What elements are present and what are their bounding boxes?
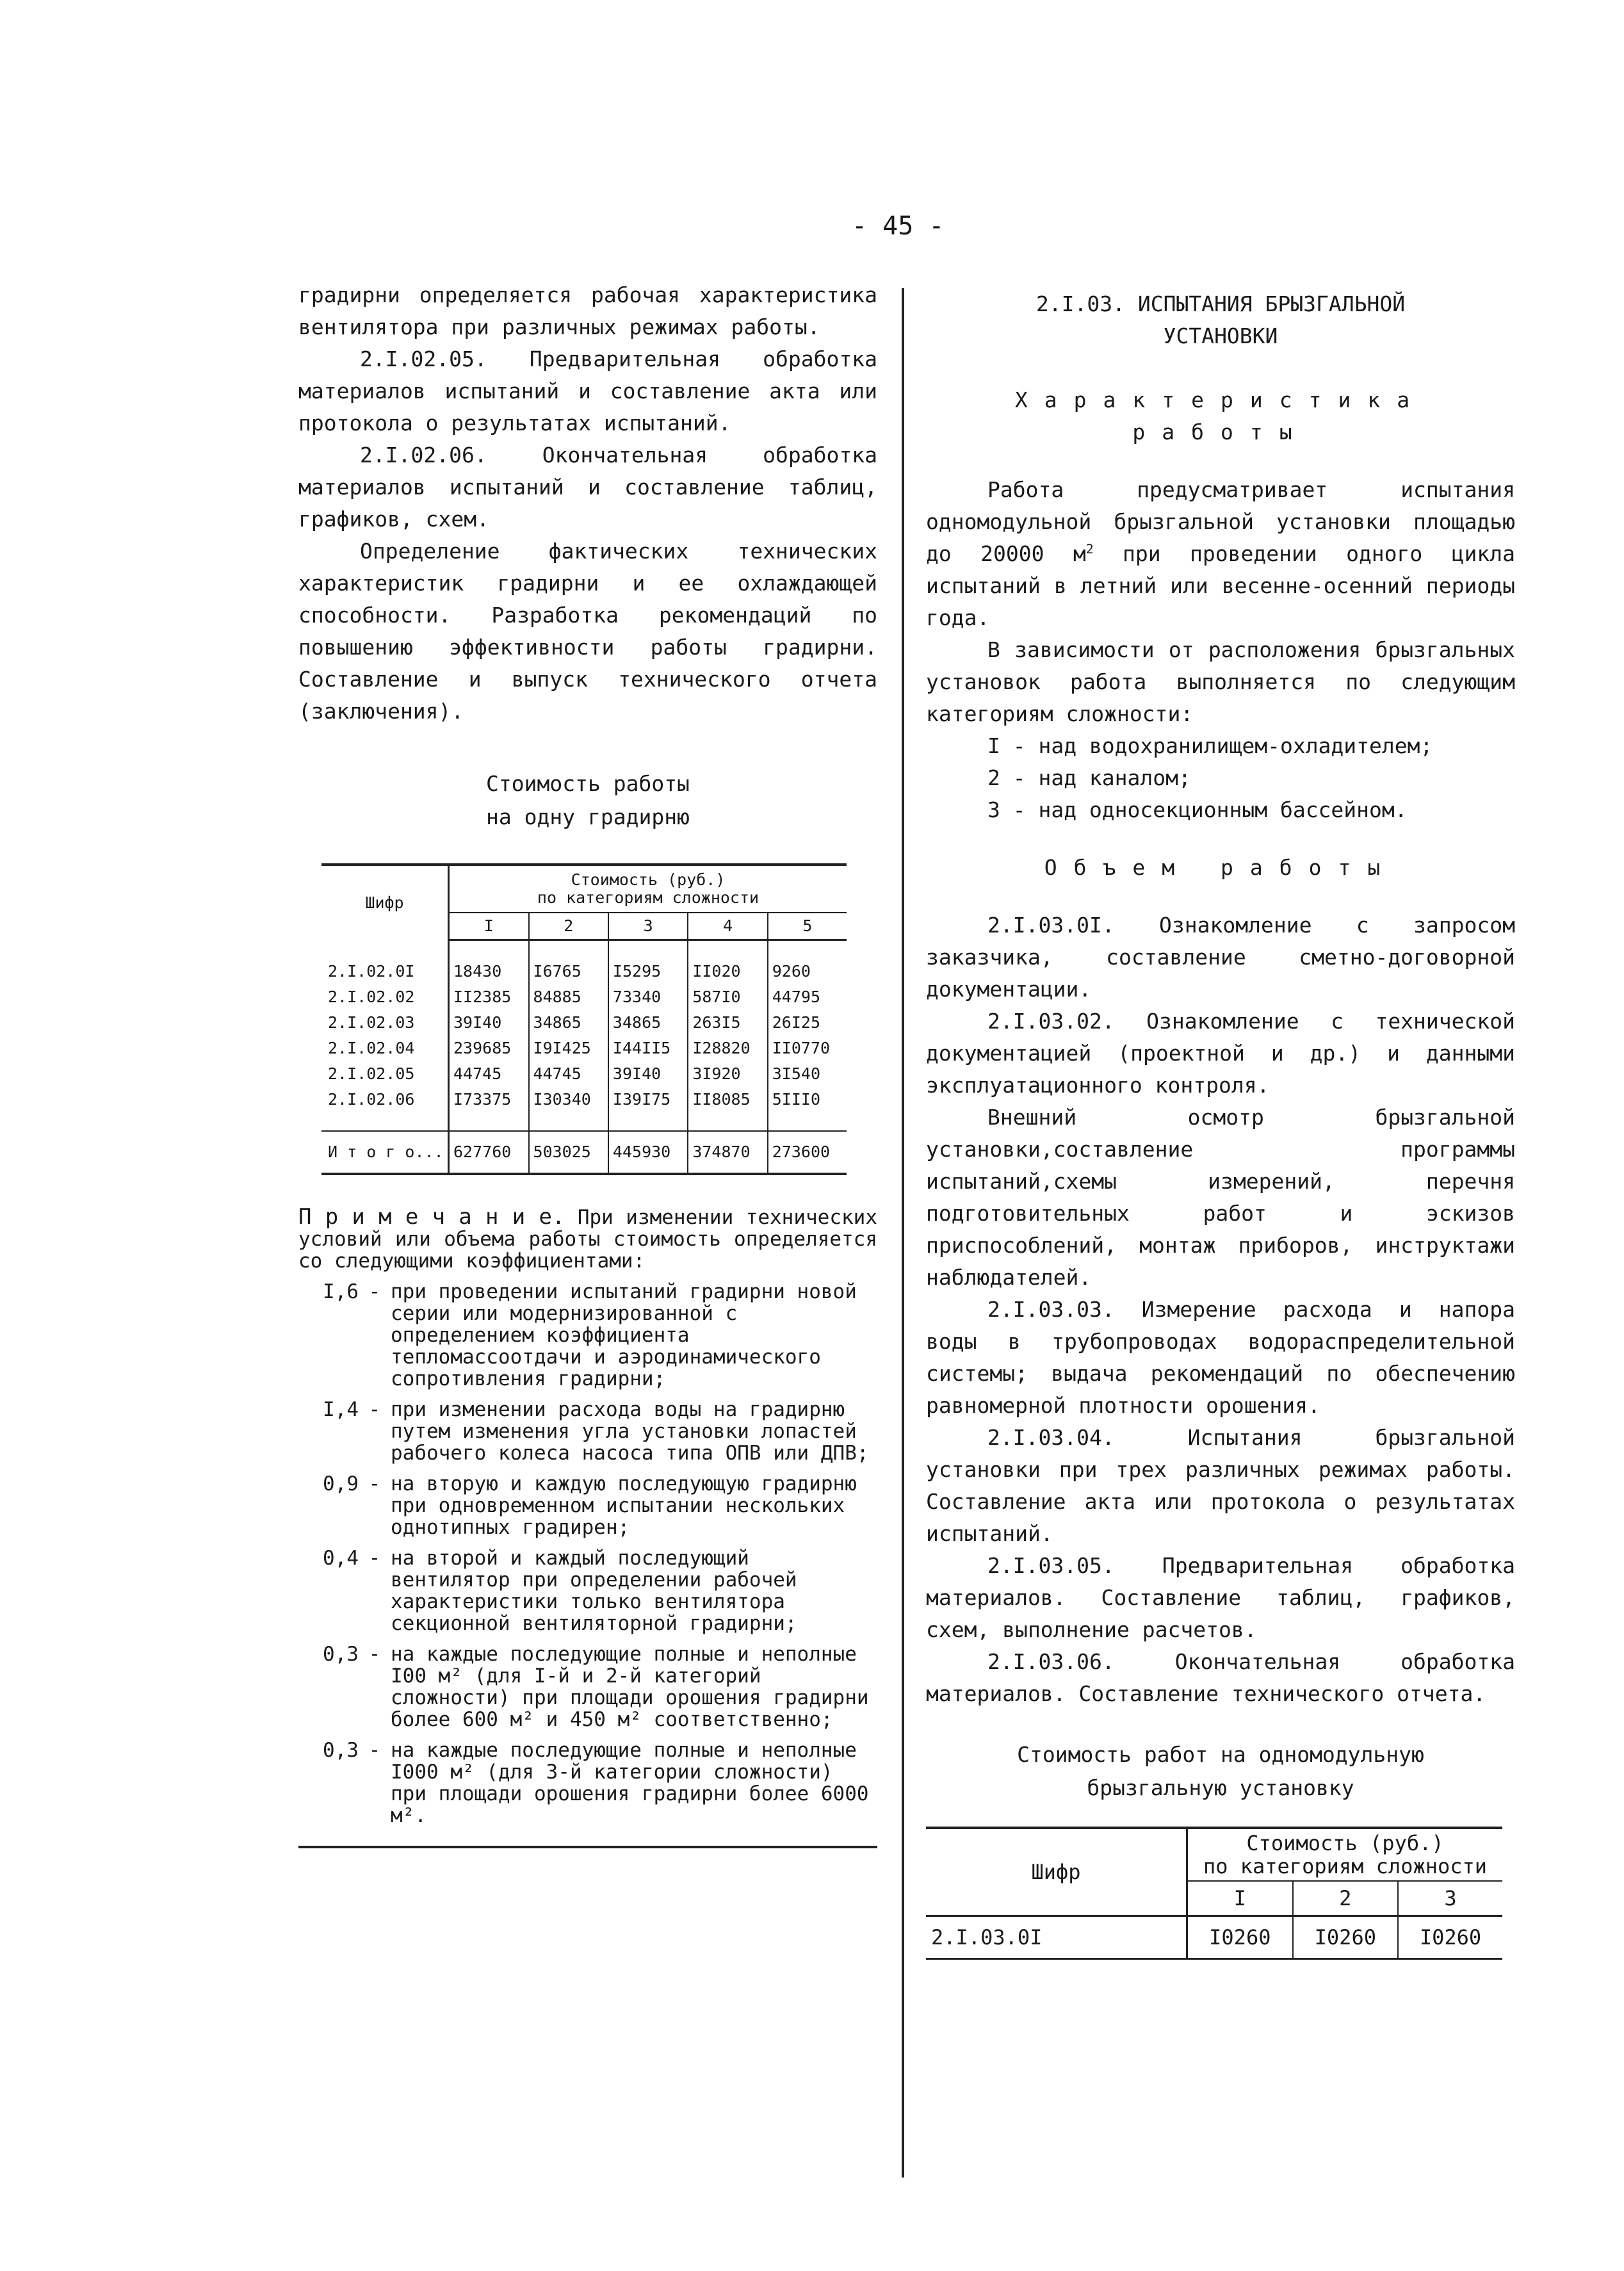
- text-run: при проведении одного цикла испытаний в летний или весенне-осенний периоды года.: [926, 541, 1515, 630]
- header-line: Стоимость (руб.): [1246, 1831, 1444, 1855]
- cell: 44745: [529, 1061, 608, 1087]
- cell: I5295: [608, 959, 688, 984]
- cell: 84885: [529, 984, 608, 1010]
- coefficient-text: на каждые последующие полные и неполные I00 м² (для I-й и 2-й категорий сложности) при площади орошения градирни более 600 м² и 450 м² соответственно;: [391, 1643, 869, 1731]
- table-total-row: [321, 1131, 847, 1174]
- superscript: 2: [1085, 542, 1094, 557]
- column-header: 5: [768, 913, 847, 940]
- subheading-volume: Объем работы: [1044, 855, 1397, 880]
- header-line: по категориям сложности: [1203, 1854, 1488, 1878]
- caption-line: Стоимость работ на одномодульную: [1017, 1742, 1424, 1767]
- cell: 39I40: [449, 1010, 529, 1036]
- cell: 5III0: [768, 1087, 847, 1112]
- cell: 587I0: [688, 984, 767, 1010]
- note-text: [298, 1206, 877, 1272]
- cell: 34865: [608, 1010, 688, 1036]
- row-code: 2.I.02.04: [328, 1039, 415, 1057]
- cell: I0260: [1187, 1916, 1293, 1959]
- table-caption: [926, 1738, 1515, 1805]
- cell: 39I40: [608, 1061, 688, 1087]
- total-cell: 445930: [608, 1131, 688, 1174]
- row-code: 2.I.02.05: [328, 1064, 415, 1083]
- paragraph: В зависимости от расположения брызгальных установок работа выполняется по следующим категориям сложности:: [926, 637, 1515, 726]
- cell: 44745: [449, 1061, 529, 1087]
- cell: 3I540: [768, 1061, 847, 1087]
- coefficient-text: при изменении расхода воды на градирню путем изменения угла установки лопастей рабочего колеса насоса типа ОПВ или ДПВ;: [391, 1398, 869, 1465]
- coefficient-item: [298, 1399, 877, 1464]
- table-row: [321, 1061, 847, 1087]
- header-line: Стоимость (руб.): [571, 870, 726, 889]
- paragraph: [926, 474, 1515, 634]
- dash: -: [368, 1280, 381, 1303]
- category-item: 2 - над каналом;: [987, 765, 1191, 790]
- dash: -: [368, 1472, 381, 1495]
- page-number: - 45 -: [852, 211, 945, 241]
- total-cell: 273600: [768, 1131, 847, 1174]
- table-row: [926, 1916, 1502, 1959]
- table-row: [321, 1010, 847, 1036]
- cell: I28820: [688, 1036, 767, 1061]
- paragraph: 2.I.03.03. Измерение расхода и напора воды в трубопроводах водораспределительной системы; выдача рекомендаций по обеспечению равномерной плотности орошения.: [926, 1297, 1515, 1418]
- cell: II0770: [768, 1036, 847, 1061]
- dash: -: [368, 1547, 381, 1570]
- cell: 18430: [449, 959, 529, 984]
- note-block: [298, 1206, 877, 1848]
- column-header-code: Шифр: [926, 1828, 1187, 1916]
- cost-table-cooling-tower: [321, 863, 847, 1175]
- paragraph: Определение фактических технических характеристик градирни и ее охлаждающей способности. Разработка рекомендаций по повышению эффективности работы градирни. Составление и выпуск технического отчета (заключения).: [298, 539, 877, 724]
- row-code: 2.I.02.03: [328, 1013, 415, 1032]
- coefficient-value: 0,3: [323, 1643, 359, 1666]
- cell: I9I425: [529, 1036, 608, 1061]
- cell: I0260: [1398, 1916, 1502, 1959]
- paragraph: 2.I.02.05. Предварительная обработка материалов испытаний и составление акта или протокола о результатах испытаний.: [298, 346, 877, 435]
- table-row: [321, 1036, 847, 1061]
- column-header: 3: [608, 913, 688, 940]
- category-item: I - над водохранилищем-охладителем;: [987, 733, 1433, 758]
- cell: II020: [688, 959, 767, 984]
- column-header: 4: [688, 913, 767, 940]
- cell: 44795: [768, 984, 847, 1010]
- coefficient-value: 0,3: [323, 1739, 359, 1762]
- coefficient-text: на каждые последующие полные и неполные I000 м² (для 3-й категории сложности) при площади орошения градирни более 6000 м².: [391, 1739, 869, 1827]
- paragraph: 2.I.03.04. Испытания брызгальной установки при трех различных режимах работы. Составление акта или протокола о результатах испытаний.: [926, 1425, 1515, 1546]
- paragraph: 2.I.03.02. Ознакомление с технической документацией (проектной и др.) и данными эксплуатационного контроля.: [926, 1009, 1515, 1098]
- cell: 26I25: [768, 1010, 847, 1036]
- cell: II2385: [449, 984, 529, 1010]
- column-header-cost: [449, 865, 847, 913]
- bottom-rule: [298, 1846, 877, 1848]
- paragraph: Внешний осмотр брызгальной установки,составление программы испытаний,схемы измерений, перечня подготовительных работ и эскизов приспособлений, монтаж приборов, инструктажи наблюдателей.: [926, 1105, 1515, 1290]
- cell: 239685: [449, 1036, 529, 1061]
- column-header-code: Шифр: [321, 865, 449, 940]
- coefficient-item: [298, 1281, 877, 1390]
- table-row: [321, 1087, 847, 1112]
- subheading-line: работы: [1132, 419, 1309, 444]
- paragraph: 2.I.03.06. Окончательная обработка материалов. Составление технического отчета.: [926, 1649, 1515, 1706]
- column-header: 3: [1398, 1881, 1502, 1916]
- paragraph: градирни определяется рабочая характеристика вентилятора при различных режимах работы.: [298, 282, 877, 339]
- cell: 9260: [768, 959, 847, 984]
- paragraph: 2.I.03.05. Предварительная обработка материалов. Составление таблиц, графиков, схем, выполнение расчетов.: [926, 1553, 1515, 1642]
- heading-line: 2.I.03. ИСПЫТАНИЯ БРЫЗГАЛЬНОЙ: [1035, 291, 1406, 316]
- coefficient-value: 0,9: [323, 1472, 359, 1495]
- cell: I39I75: [608, 1087, 688, 1112]
- subheading-characteristics: [926, 384, 1515, 448]
- cell: 73340: [608, 984, 688, 1010]
- cell: I44II5: [608, 1036, 688, 1061]
- row-code: 2.I.03.0I: [926, 1916, 1187, 1959]
- dash: -: [368, 1739, 381, 1762]
- coefficient-value: 0,4: [323, 1547, 359, 1570]
- row-code: 2.I.02.0I: [328, 962, 415, 981]
- category-item: 3 - над односекционным бассейном.: [987, 797, 1408, 822]
- cell: II8085: [688, 1087, 767, 1112]
- cell: I0260: [1293, 1916, 1398, 1959]
- caption-line: на одну градирню: [486, 804, 690, 829]
- text-run: Работа предусматривает испытания одномодульной брызгальной установки площадью до 20000 м: [926, 477, 1515, 566]
- cell: 34865: [529, 1010, 608, 1036]
- section-heading: [926, 288, 1515, 352]
- dash: -: [368, 1398, 381, 1421]
- total-cell: 374870: [688, 1131, 767, 1174]
- column-divider: [902, 288, 904, 2177]
- column-header-cost: [1187, 1828, 1503, 1881]
- total-cell: 627760: [449, 1131, 529, 1174]
- dash: -: [368, 1643, 381, 1666]
- caption-line: Стоимость работы: [486, 771, 690, 796]
- coefficient-item: [298, 1547, 877, 1634]
- column-header: 2: [1293, 1881, 1398, 1916]
- column-header: I: [449, 913, 529, 940]
- total-label: И т о г о...: [321, 1131, 449, 1174]
- coefficient-text: на второй и каждый последующий вентилятор при определении рабочей характеристики только вентилятора секционной вентиляторной градирни;: [391, 1547, 797, 1635]
- table-caption: [298, 767, 877, 834]
- cell: I6765: [529, 959, 608, 984]
- row-code: 2.I.02.06: [328, 1090, 415, 1109]
- cell: 3I920: [688, 1061, 767, 1087]
- row-code: 2.I.02.02: [328, 988, 415, 1006]
- coefficient-value: I,4: [323, 1398, 359, 1421]
- table-row: [321, 984, 847, 1010]
- cell: I30340: [529, 1087, 608, 1112]
- table-row: [321, 959, 847, 984]
- header-line: по категориям сложности: [537, 888, 759, 907]
- coefficient-item: [298, 1739, 877, 1827]
- coefficient-text: при проведении испытаний градирни новой серии или модернизированной с определением коэффициента тепломассоотдачи и аэродинамического сопротивления градирни;: [391, 1280, 857, 1390]
- coefficient-item: [298, 1643, 877, 1730]
- total-cell: 503025: [529, 1131, 608, 1174]
- note-label: П р и м е ч а н и е.: [298, 1204, 565, 1230]
- coefficient-item: [298, 1473, 877, 1538]
- note-body: При изменении технических условий или объема работы стоимость определяется со следующими коэффициентами:: [298, 1206, 877, 1273]
- coefficient-text: на вторую и каждую последующую градирню при одновременном испытании нескольких однотипных градирен;: [391, 1472, 857, 1539]
- cost-table-spray-unit: [926, 1827, 1502, 1960]
- column-header: I: [1187, 1881, 1293, 1916]
- cell: 263I5: [688, 1010, 767, 1036]
- subheading-line: Характеристика: [1014, 387, 1427, 412]
- coefficient-value: I,6: [323, 1280, 359, 1303]
- column-header: 2: [529, 913, 608, 940]
- right-column: [926, 288, 1515, 1960]
- left-column: [298, 279, 877, 1848]
- paragraph: 2.I.02.06. Окончательная обработка материалов испытаний и составление таблиц, графиков, схем.: [298, 443, 877, 532]
- caption-line: брызгальную установку: [1087, 1775, 1354, 1800]
- paragraph: 2.I.03.0I. Ознакомление с запросом заказчика, составление сметно-договорной документации.: [926, 913, 1515, 1002]
- cell: I73375: [449, 1087, 529, 1112]
- heading-line: УСТАНОВКИ: [1163, 323, 1278, 348]
